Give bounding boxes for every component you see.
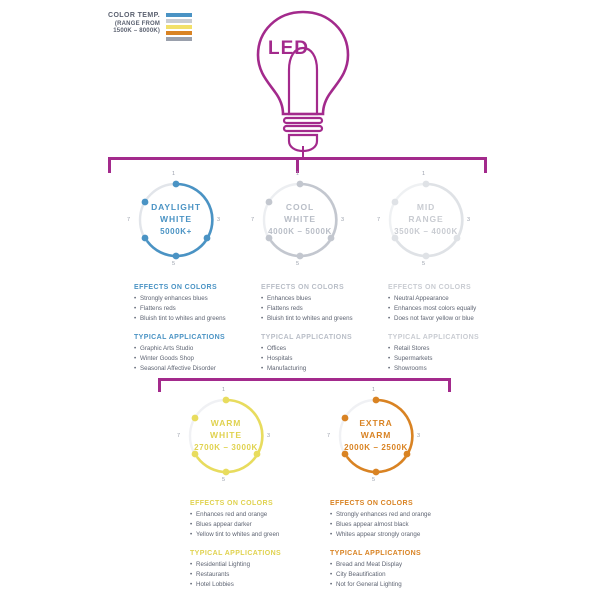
tick-5-mid: 5 [422,261,426,267]
led-bulb-icon [248,8,358,158]
dial-extra-warm-name-1: EXTRA [359,418,393,429]
list-item: • City Beautification [330,570,454,580]
legend-color-bars [166,12,192,41]
dial-mid-name-1: MID [416,202,436,213]
tick-7-warm: 7 [177,433,181,439]
list-item: • Hospitals [261,354,385,364]
list-item: • Hotel Lobbies [190,580,314,590]
led-label: LED [268,38,309,59]
legend-bar-warm [166,25,192,29]
info-extra-warm [330,500,454,599]
dial-cool-name-2: WHITE [284,213,316,224]
info-warm-effects-list [190,510,314,541]
tick-7-daylight: 7 [127,217,131,223]
dial-warm-white [178,388,274,484]
legend-bar-mid [166,37,192,41]
legend-bar-daylight [166,13,192,17]
connector-bar-bottom [158,378,450,381]
info-extra-warm-effects-list [330,510,454,541]
dial-warm-label [178,388,274,484]
info-cool-apps-title: TYPICAL APPLICATIONS [261,333,353,341]
legend-title: COLOR TEMP. [108,12,161,19]
tick-1-cool: 1 [296,171,300,177]
dial-daylight-white [128,172,224,268]
list-item: • Bluish tint to whites and greens [134,314,258,324]
list-item: • Enhances red and orange [190,510,314,520]
list-item: • Strongly enhances red and orange [330,510,454,520]
dial-daylight-range: 5000K+ [160,227,192,237]
list-item: • Flattens reds [261,304,385,314]
list-item: • Bluish tint to whites and greens [261,314,385,324]
tick-7-extra-warm: 7 [327,433,331,439]
list-item: • Retail Stores [388,344,512,354]
list-item: • Residential Lighting [190,560,314,570]
info-extra-warm-apps-list [330,560,454,591]
info-cool-effects-title: EFFECTS ON COLORS [261,284,345,291]
info-warm-apps-list [190,560,314,591]
list-item: • Showrooms [388,364,512,374]
list-item: • Graphic Arts Studio [134,344,258,354]
dial-daylight-name-2: WHITE [160,213,192,224]
list-item: • Blues appear darker [190,520,314,530]
legend-subtitle-line1: (RANGE FROM [114,20,161,27]
info-daylight-apps-title: TYPICAL APPLICATIONS [134,333,226,341]
connector-drop-warm [158,378,161,392]
dial-cool-name-1: COOL [285,202,315,213]
info-warm-effects-title: EFFECTS ON COLORS [190,500,274,507]
dial-cool-label [252,172,348,268]
tick-1-extra-warm: 1 [372,387,376,393]
connector-drop-mid [484,157,487,173]
tick-5-daylight: 5 [172,261,176,267]
tick-5-warm: 5 [222,477,226,483]
list-item: • Seasonal Affective Disorder [134,364,258,374]
list-item: • Neutral Appearance [388,294,512,304]
info-cool-white [261,284,385,383]
list-item: • Supermarkets [388,354,512,364]
dial-mid-range-value: 3500K – 4000K [394,227,458,237]
info-daylight-effects-list [134,294,258,325]
tick-5-extra-warm: 5 [372,477,376,483]
dial-mid-label [378,172,474,268]
info-mid-range [388,284,512,383]
tick-3-daylight: 3 [217,217,221,223]
list-item: • Whites appear strongly orange [330,530,454,540]
dial-daylight-label [128,172,224,268]
list-item: • Winter Goods Shop [134,354,258,364]
dial-daylight-name-1: DAYLIGHT [151,202,201,213]
info-mid-apps-list [388,344,512,375]
dial-extra-warm-range: 2000K – 2500K [344,443,408,453]
info-cool-effects-list [261,294,385,325]
connector-drop-extra-warm [448,378,451,392]
dial-extra-warm [328,388,424,484]
dial-warm-name-1: WARM [210,418,242,429]
tick-3-cool: 3 [341,217,345,223]
dial-warm-name-2: WHITE [210,429,242,440]
info-extra-warm-effects-title: EFFECTS ON COLORS [330,500,414,507]
list-item: • Flattens reds [134,304,258,314]
list-item: • Restaurants [190,570,314,580]
tick-7-mid: 7 [377,217,381,223]
tick-1-warm: 1 [222,387,226,393]
dial-extra-warm-label [328,388,424,484]
list-item: • Strongly enhances blues [134,294,258,304]
list-item: • Not for General Lighting [330,580,454,590]
dial-mid-range [378,172,474,268]
info-warm-apps-title: TYPICAL APPLICATIONS [190,549,282,557]
list-item: • Does not favor yellow or blue [388,314,512,324]
info-daylight-effects-title: EFFECTS ON COLORS [134,284,218,291]
tick-5-cool: 5 [296,261,300,267]
tick-1-daylight: 1 [172,171,176,177]
legend-subtitle-line2: 1500K – 8000K) [113,28,161,35]
tick-1-mid: 1 [422,171,426,177]
info-cool-apps-list [261,344,385,375]
list-item: • Manufacturing [261,364,385,374]
list-item: • Blues appear almost black [330,520,454,530]
dial-warm-range: 2700K – 3000K [194,443,258,453]
tick-3-mid: 3 [467,217,471,223]
info-daylight-apps-list [134,344,258,375]
info-mid-apps-title: TYPICAL APPLICATIONS [388,333,480,341]
info-extra-warm-apps-title: TYPICAL APPLICATIONS [330,549,422,557]
list-item: • Yellow tint to whites and green [190,530,314,540]
legend-bar-extra-warm [166,31,192,35]
tick-3-warm: 3 [267,433,271,439]
info-daylight-white [134,284,258,383]
list-item: • Offices [261,344,385,354]
legend-bar-cool [166,19,192,23]
list-item: • Enhances blues [261,294,385,304]
list-item: • Enhances most colors equally [388,304,512,314]
info-mid-effects-list [388,294,512,325]
info-mid-effects-title: EFFECTS ON COLORS [388,284,472,291]
list-item: • Bread and Meat Display [330,560,454,570]
dial-cool-white [252,172,348,268]
dial-mid-name-2: RANGE [408,213,444,224]
tick-3-extra-warm: 3 [417,433,421,439]
legend [108,12,192,41]
dial-cool-range: 4000K – 5000K [268,227,332,237]
dial-extra-warm-name-2: WARM [360,429,392,440]
tick-7-cool: 7 [251,217,255,223]
legend-text [108,12,160,36]
info-warm-white [190,500,314,599]
connector-drop-daylight [108,157,111,173]
